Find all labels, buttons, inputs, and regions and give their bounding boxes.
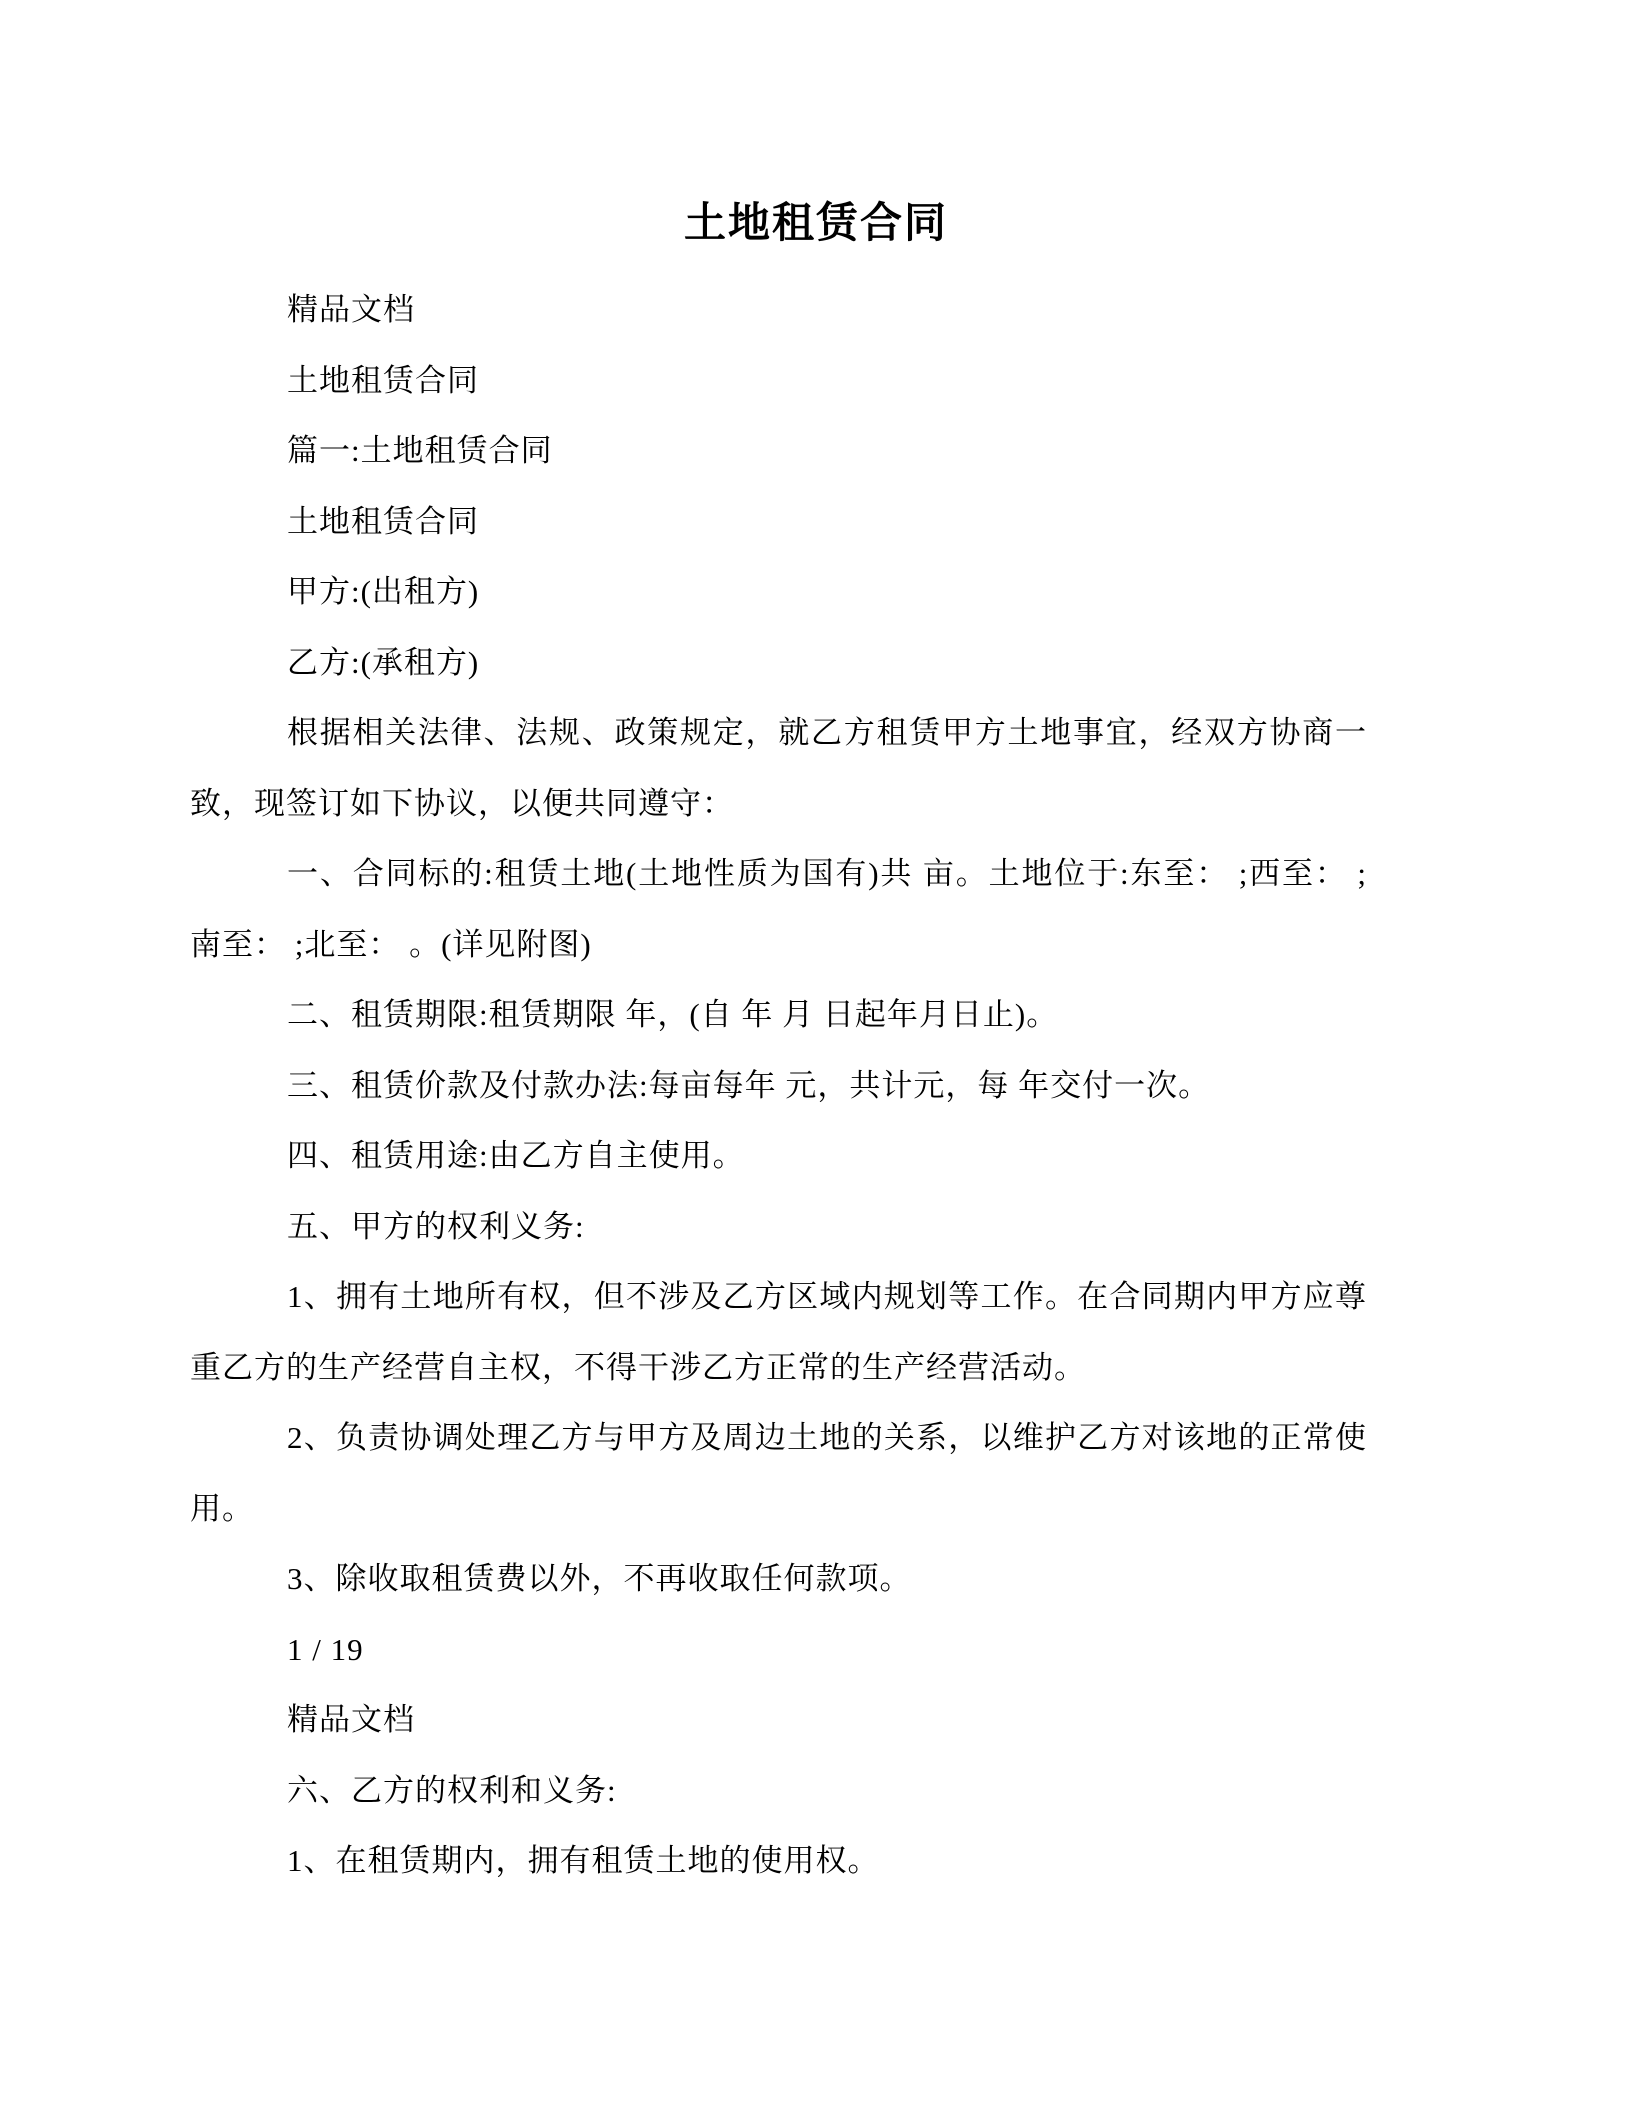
text-line: 致，现签订如下协议，以便共同遵守： [190,785,734,821]
text-line: 用。 [190,1490,254,1526]
text-line: 精品文档 [287,292,415,327]
text-line: 三、租赁价款及付款办法:每亩每年 元，共计元，每 年交付一次。 [287,1067,1211,1103]
text-line: 一、合同标的:租赁土地(土地性质为国有)共 亩。土地位于:东至： ;西至： ; [287,856,1367,891]
text-line: 土地租赁合同 [287,503,479,539]
text-line: 1、在租赁期内，拥有租赁土地的使用权。 [287,1843,880,1878]
document-title: 土地租赁合同 [683,201,948,247]
text-line: 精品文档 [287,1702,415,1737]
page-number: 1 / 19 [287,1631,364,1667]
text-line: 根据相关法律、法规、政策规定，就乙方租赁甲方土地事宜，经双方协商一 [287,715,1367,750]
text-line: 1、拥有土地所有权，但不涉及乙方区域内规划等工作。在合同期内甲方应尊 [287,1279,1367,1314]
text-line: 篇一:土地租赁合同 [287,433,553,468]
text-line: 土地租赁合同 [287,362,479,398]
text-line: 2、负责协调处理乙方与甲方及周边土地的关系，以维护乙方对该地的正常使 [287,1420,1367,1455]
text-line: 二、租赁期限:租赁期限 年，(自 年 月 日起年月日止)。 [287,997,1059,1032]
text-line: 乙方:(承租方) [287,644,480,680]
text-line: 四、租赁用途:由乙方自主使用。 [287,1138,745,1173]
text-line: 3、除收取租赁费以外，不再收取任何款项。 [287,1561,912,1596]
text-line: 六、乙方的权利和义务: [287,1772,617,1808]
text-line: 五、甲方的权利义务: [287,1208,585,1244]
text-line: 南至： ;北至： 。(详见附图) [190,926,592,962]
document-body [0,275,1632,1897]
text-line: 甲方:(出租方) [287,574,480,609]
text-line: 重乙方的生产经营自主权，不得干涉乙方正常的生产经营活动。 [190,1349,1086,1385]
